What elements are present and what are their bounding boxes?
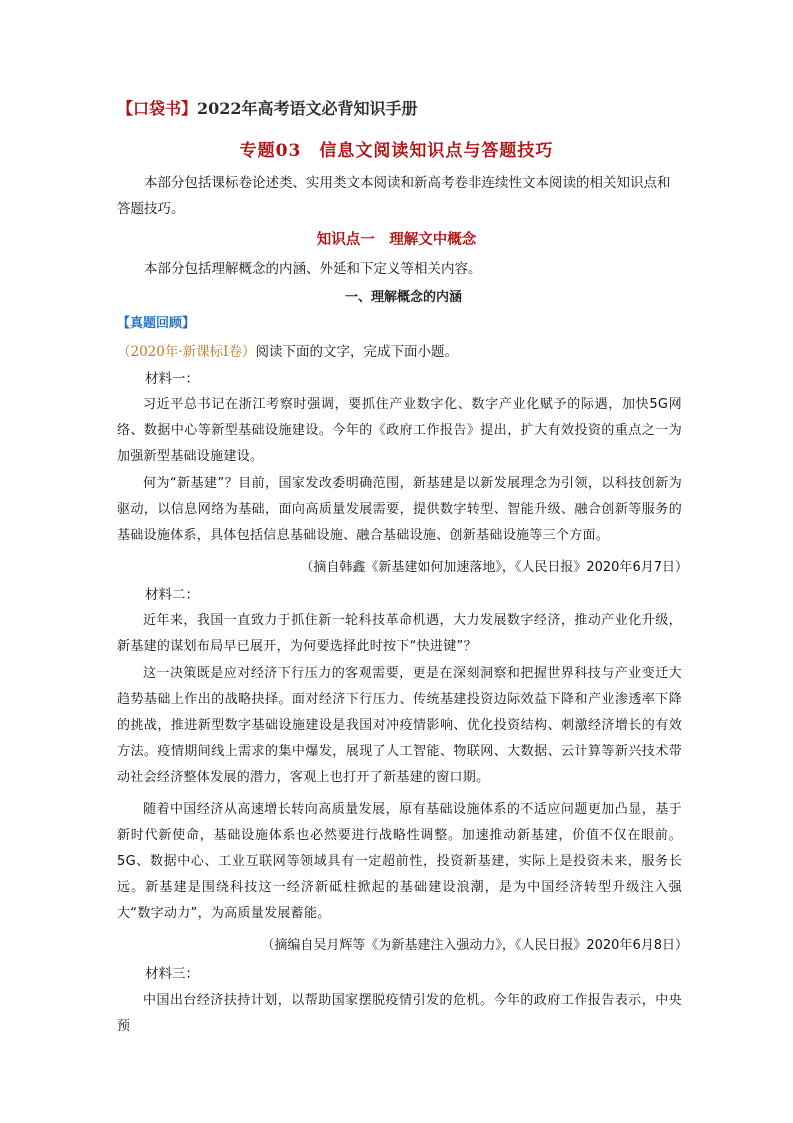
material2-label: 材料二： bbox=[145, 587, 199, 603]
review-tag: 【真题回顾】 bbox=[117, 316, 196, 331]
intro-paragraph: 本部分包括课标卷论述类、实用类文本阅读和新高考卷非连续性文本阅读的相关知识点和答题技巧。 bbox=[117, 175, 671, 217]
material2-citation: （摘编自吴月辉等《为新基建注入强动力》，《人民日报》2020年6月8日） bbox=[261, 938, 688, 953]
material1-label: 材料一： bbox=[145, 371, 199, 387]
subsection-title: 一、理解概念的内涵 bbox=[345, 290, 463, 305]
material3-paragraph-1: 中国出台经济扶持计划，以帮助国家摆脱疫情引发的危机。今年的政府工作报告表示，中央预 bbox=[117, 993, 682, 1034]
knowledge-point-intro: 本部分包括理解概念的内涵、外延和下定义等相关内容。 bbox=[144, 261, 482, 277]
topic-title: 专题03 信息文阅读知识点与答题技巧 bbox=[239, 141, 554, 161]
knowledge-point-title: 知识点一 理解文中概念 bbox=[316, 231, 477, 248]
book-title bbox=[117, 96, 418, 119]
material1-paragraph-2: 何为“新基建”？目前，国家发改委明确范围，新基建是以新发展理念为引领，以科技创新为驱动，以信息网络为基础，面向高质量发展需要，提供数字转型、智能升级、融合创新等服务的基础设施体系，具体包括信息基础设施、融合基础设施、创新基础设施等三个方面。 bbox=[117, 476, 682, 543]
exam-source-year: （2020年·新课标Ⅰ卷） bbox=[117, 344, 256, 360]
material3-label: 材料三： bbox=[145, 966, 199, 982]
exam-source bbox=[117, 340, 458, 360]
book-bracket: 【口袋书】 bbox=[117, 99, 198, 118]
exam-source-instruction: 阅读下面的文字，完成下面小题。 bbox=[255, 344, 458, 360]
book-name: 2022年高考语文必背知识手册 bbox=[197, 99, 418, 118]
material1-citation: （摘自韩鑫《新基建如何加速落地》，《人民日报》2020年6月7日） bbox=[300, 560, 688, 575]
material2-paragraph-1: 近年来，我国一直致力于抓住新一轮科技革命机遇，大力发展数字经济，推动产业化升级，新基建的谋划布局早已展开，为何要选择此时按下“快进键”？ bbox=[117, 613, 682, 654]
material2-paragraph-3: 随着中国经济从高速增长转向高质量发展，原有基础设施体系的不适应问题更加凸显，基于新时代新使命，基础设施体系也必然要进行战略性调整。加速推动新基建，价值不仅在眼前。5G、数据中心、工业互联网等领域具有一定超前性，投资新基建，实际上是投资未来，服务长远。新基建是围绕科技这一经济新砥柱掀起的基础建设浪潮，是为中国经济转型升级注入强大“数字动力”，为高质量发展蓄能。 bbox=[117, 802, 682, 921]
material2-paragraph-2: 这一决策既是应对经济下行压力的客观需要，更是在深刻洞察和把握世界科技与产业变迁大趋势基础上作出的战略抉择。面对经济下行压力、传统基建投资边际效益下降和产业渗透率下降的挑战，推进新型数字基础设施建设是我国对冲疫情影响、优化投资结构、刺激经济增长的有效方法。疫情期间线上需求的集中爆发，展现了人工智能、物联网、大数据、云计算等新兴技术带动社会经济整体发展的潜力，客观上也打开了新基建的窗口期。 bbox=[117, 666, 682, 785]
material1-paragraph-1: 习近平总书记在浙江考察时强调，要抓住产业数字化、数字产业化赋予的际遇，加快5G网络、数据中心等新型基础设施建设。今年的《政府工作报告》提出，扩大有效投资的重点之一为加强新型基础设施建设。 bbox=[117, 397, 682, 464]
